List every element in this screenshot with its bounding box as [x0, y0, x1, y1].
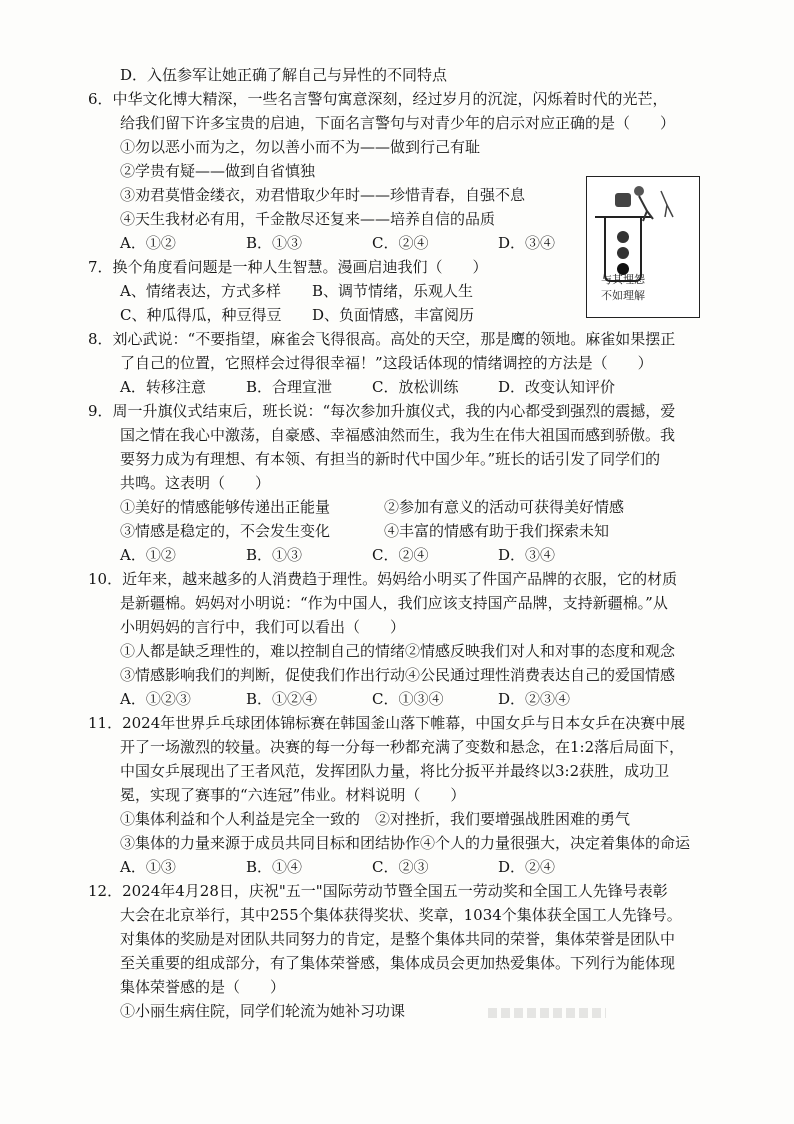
q8-stem-line-1: 8．刘心武说：“不要指望，麻雀会飞得很高。高处的天空，那是鹰的领地。麻雀如果摆正 [88, 330, 676, 348]
cartoon-caption-line-2: 不如理解 [601, 289, 645, 302]
q8-option-b: B．合理宣泄 [246, 378, 333, 396]
q9-stem-line-4: 共鸣。这表明（ ） [120, 474, 271, 492]
q9-option-c: C．②④ [372, 546, 429, 564]
q6-item-2: ②学贵有疑——做到自省慎独 [120, 162, 316, 180]
q7-option-b: B、调节情绪，乐观人生 [312, 282, 474, 300]
q6-option-a: A．①② [120, 234, 176, 252]
q9-item-1: ①美好的情感能够传递出正能量 [120, 498, 331, 516]
q8-stem-line-2: 了自己的位置，它照样会过得很幸福！”这段话体现的情绪调控的方法是（ ） [120, 354, 653, 372]
q7-option-d: D、负面情感，丰富阅历 [312, 306, 475, 324]
q11-stem-line-1: 11．2024年世界乒乓球团体锦标赛在韩国釜山落下帷幕，中国女乒与日本女乒在决赛中展 [88, 714, 686, 732]
q12-stem-line-2: 大会在北京举行，其中255个集体获得奖状、奖章，1034个集体获全国工人先锋号。 [120, 906, 682, 924]
q6-option-d: D．③④ [498, 234, 556, 252]
q10-stem-line-3: 小明妈妈的言行中，我们可以看出（ ） [120, 618, 406, 636]
q11-option-c: C．②③ [372, 858, 429, 876]
q11-items-line-1: ①集体利益和个人利益是完全一致的 ②对挫折，我们要增强战胜困难的勇气 [120, 810, 631, 828]
q11-stem-line-3: 中国女乒展现出了王者风范，发挥团队力量，将比分扳平并最终以3:2获胜，成功卫 [120, 762, 670, 780]
q10-stem-line-1: 10．近年来，越来越多的人消费趋于理性。妈妈给小明买了件国产品牌的衣服，它的材质 [88, 570, 678, 588]
q9-stem-line-2: 国之情在我心中激荡，自豪感、幸福感油然而生，我为生在伟大祖国而感到骄傲。我 [120, 426, 676, 444]
q10-option-c: C．①③④ [372, 690, 444, 708]
q11-items-line-2: ③集体的力量来源于成员共同目标和团结协作④个人的力量很强大，决定着集体的命运 [120, 834, 691, 852]
q12-stem-line-5: 集体荣誉感的是（ ） [120, 978, 286, 996]
q8-option-d: D．改变认知评价 [498, 378, 616, 396]
q10-stem-line-2: 是新疆棉。妈妈对小明说：“作为中国人，我们应该支持国产品牌，支持新疆棉。”从 [120, 594, 668, 612]
q12-stem-line-4: 至关重要的组成部分，有了集体荣誉感，集体成员会更加热爱集体。下列行为能体现 [120, 954, 676, 972]
q6-item-1: ①勿以恶小而为之，勿以善小而不为——做到行己有耻 [120, 138, 481, 156]
q10-items-line-1: ①人都是缺乏理性的，难以控制自己的情绪②情感反映我们对人和对事的态度和观念 [120, 642, 676, 660]
q8-option-a: A．转移注意 [120, 378, 206, 396]
q12-item-1: ①小丽生病住院，同学们轮流为她补习功课 [120, 1002, 406, 1020]
q9-option-b: B．①③ [246, 546, 303, 564]
q9-stem-line-3: 要努力成为有理想、有本领、有担当的新时代中国少年。”班长的话引发了同学们的 [120, 450, 661, 468]
q7-option-a: A、情绪表达，方式多样 [120, 282, 281, 300]
q10-option-b: B．①②④ [246, 690, 318, 708]
q9-item-3: ③情感是稳定的，不会发生变化 [120, 522, 331, 540]
q6-stem-line-1: 6．中华文化博大精深，一些名言警句寓意深刻，经过岁月的沉淀，闪烁着时代的光芒， [88, 90, 668, 108]
q9-stem-line-1: 9．周一升旗仪式结束后，班长说：“每次参加升旗仪式，我的内心都受到强烈的震撼，爱 [88, 402, 676, 420]
q9-item-2: ②参加有意义的活动可获得美好情感 [384, 498, 625, 516]
q12-stem-line-1: 12．2024年4月28日，庆祝"五一"国际劳动节暨全国五一劳动奖和全国工人先锋号表彰 [88, 882, 668, 900]
q6-item-4: ④天生我材必有用，千金散尽还复来——培养自信的品质 [120, 210, 496, 228]
q11-option-b: B．①④ [246, 858, 303, 876]
q10-option-a: A．①②③ [120, 690, 191, 708]
q11-stem-line-4: 冕，实现了赛事的“六连冠”伟业。材料说明（ ） [120, 786, 466, 804]
q6-option-b: B．①③ [246, 234, 303, 252]
q8-option-c: C．放松训练 [372, 378, 459, 396]
q12-stem-line-3: 对集体的奖励是对团队共同努力的肯定，是整个集体共同的荣誉，集体荣誉是团队中 [120, 930, 676, 948]
q9-option-a: A．①② [120, 546, 176, 564]
q7-option-c: C、种瓜得瓜，种豆得豆 [120, 306, 282, 324]
cartoon-image [586, 176, 700, 318]
q6-option-c: C．②④ [372, 234, 429, 252]
q11-option-a: A．①③ [120, 858, 176, 876]
q7-stem: 7．换个角度看问题是一种人生智慧。漫画启迪我们（ ） [88, 258, 488, 276]
q6-stem-line-2: 给我们留下许多宝贵的启迪，下面名言警句与对青少年的启示对应正确的是（ ） [120, 114, 676, 132]
q6-item-3: ③劝君莫惜金缕衣，劝君惜取少年时——珍惜青春，自强不息 [120, 186, 526, 204]
q9-item-4: ④丰富的情感有助于我们探索未知 [384, 522, 610, 540]
q5-option-d: D．入伍参军让她正确了解自己与异性的不同特点 [120, 66, 448, 84]
q10-items-line-2: ③情感影响我们的判断，促使我们作出行动④公民通过理性消费表达自己的爱国情感 [120, 666, 676, 684]
q11-stem-line-2: 开了一场激烈的较量。决赛的每一分每一秒都充满了变数和悬念，在1:2落后局面下， [120, 738, 685, 756]
faint-bleed-through [488, 1008, 606, 1018]
q9-option-d: D．③④ [498, 546, 556, 564]
q10-option-d: D．②③④ [498, 690, 571, 708]
cartoon-caption-line-1: 与其埋怨 [601, 273, 645, 286]
q11-option-d: D．②④ [498, 858, 556, 876]
